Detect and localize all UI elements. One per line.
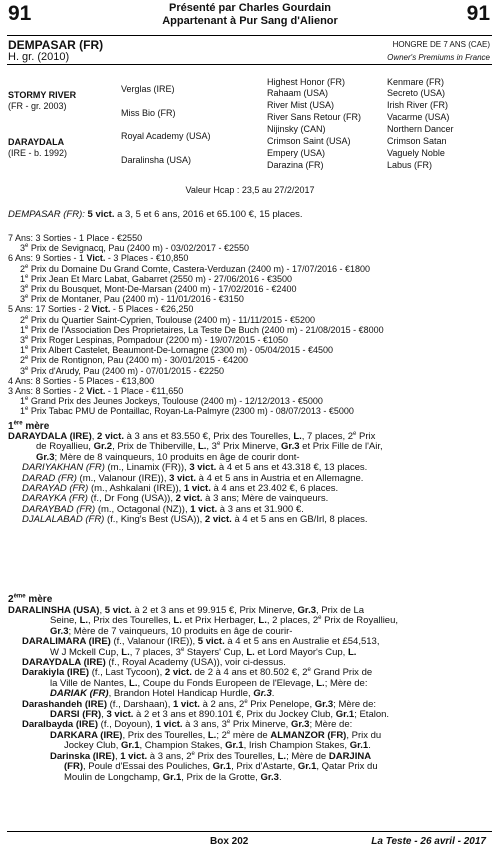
- family-line: Darinska (IRE), 1 vict. à 3 ans, 2e Prix des Tourelles, L.; Mère de DARJINA: [50, 750, 372, 762]
- sale-info: La Teste - 26 avril - 2017: [371, 836, 486, 847]
- pedigree-gen3: Empery (USA): [267, 148, 326, 158]
- pedigree-gen2: Verglas (IRE): [121, 84, 175, 94]
- handicap-value: Valeur Hcap : 23,5 au 27/2/2017: [185, 185, 315, 195]
- race-result-line: 3e Prix Roger Lespinas, Pompadour (2200 m) - 19/07/2015 - €1050: [20, 335, 289, 346]
- race-result-line: 2e Prix du Quartier Saint-Cyprien, Toulouse (2400 m) - 11/11/2015 - €5200: [20, 314, 316, 325]
- family-line: Moulin de Longchamp, Gr.1, Prix de la Grotte, Gr.3.: [64, 771, 282, 783]
- family-line: Daralbayda (IRE) (f., Doyoun), 1 vict. à 3 ans, 3e Prix Minerve, Gr.3; Mère de:: [22, 719, 353, 731]
- presenter-block: [0, 2, 500, 28]
- race-result-line: 1e Prix Tabac PMU de Pontaillac, Royan-La-Palmyre (2300 m) - 08/07/2013 - €5000: [20, 406, 354, 417]
- family-line: de Royallieu, Gr.2, Prix de Thiberville, L., 3e Prix Minerve, Gr.3 et Prix Fille de l'Air,: [36, 441, 383, 453]
- performance-summary: [8, 209, 493, 220]
- family-line: W J Mckell Cup, L., 7 places, 3e Stayers' Cup, L. et Lord Mayor's Cup, L.: [50, 646, 357, 658]
- pedigree-gen4: Crimson Satan: [387, 136, 447, 146]
- race-result-line: 3e Prix d'Arudy, Pau (2400 m) - 07/01/2015 - €2250: [20, 365, 225, 376]
- second-dam-title: 2ème mère: [8, 593, 53, 605]
- race-result-line: 3e Prix du Bousquet, Mont-De-Marsan (2400 m) - 17/02/2016 - €2400: [20, 284, 297, 295]
- pedigree-gen3: Nijinsky (CAN): [267, 124, 326, 134]
- family-line: Darashandeh (IRE) (f., Darshaan), 1 vict. à 2 ans, 2e Prix Penelope, Gr.3; Mère de:: [22, 698, 377, 710]
- lot-number-right: 91: [466, 2, 490, 25]
- pedigree-gen4: Irish River (FR): [387, 100, 448, 110]
- race-result-line: 2e Prix de Rontignon, Pau (2400 m) - 30/01/2015 - €4200: [20, 355, 248, 366]
- season-summary-line: 5 Ans: 17 Sorties - 2 Vict. - 5 Places - €26,250: [8, 304, 194, 315]
- box-number: Box 202: [210, 836, 249, 847]
- family-line: DARAYDALA (IRE), 2 vict. à 3 ans et 83.550 €, Prix des Tourelles, L., 7 places, 2e Prix: [8, 430, 376, 442]
- family-line: DARIYAKHAN (FR) (m., Linamix (FR)), 3 vict. à 4 et 5 ans et 43.318 €, 13 places.: [22, 462, 368, 474]
- family-line: (FR), Poule d'Essai des Pouliches, Gr.1, Prix d'Astarte, Gr.1, Qatar Prix du: [64, 761, 378, 773]
- divider: [7, 831, 492, 832]
- pedigree-gen4: Kenmare (FR): [387, 77, 445, 87]
- season-summary-line: 3 Ans: 8 Sorties - 2 Vict. - 1 Place - €11,650: [8, 386, 184, 397]
- performance-wins: 5 vict.: [87, 209, 115, 220]
- performance-horse-name: DEMPASAR (FR):: [8, 209, 85, 220]
- pedigree-gen4: Vaguely Noble: [387, 148, 445, 158]
- family-line: Gr.3; Mère de 8 vainqueurs, 10 produits en âge de courir dont-: [36, 451, 300, 463]
- owner-premiums: Owner's Premiums in France: [387, 53, 490, 62]
- family-line: Darakiyla (IRE) (f., Last Tycoon), 2 vict. de 2 à 4 ans et 80.502 €, 2e Grand Prix de: [22, 667, 373, 679]
- family-line: DARSI (FR), 3 vict. à 2 et 3 ans et 890.101 €, Prix du Jockey Club, Gr.1; Etalon.: [50, 709, 390, 721]
- season-summary-line: 6 Ans: 9 Sorties - 1 Vict. - 3 Places - €10,850: [8, 253, 189, 264]
- family-line: Gr.3; Mère de 7 vainqueurs, 10 produits en âge de courir-: [50, 625, 293, 637]
- pedigree-gen3: River Mist (USA): [267, 100, 334, 110]
- family-line: DARALIMARA (IRE) (f., Valanour (IRE)), 5 vict. à 4 et 5 ans en Australie et £54,513,: [22, 636, 380, 648]
- pedigree-gen2: Daralinsha (USA): [121, 155, 192, 165]
- first-dam-title: 1ère mère: [8, 420, 50, 432]
- family-line: DJALALABAD (FR) (f., King's Best (USA)), 2 vict. à 4 et 5 ans en GB/Irl, 8 places.: [22, 514, 368, 526]
- first-dam-section: [8, 432, 496, 526]
- performance-details: a 3, 5 et 6 ans, 2016 et 65.100 €, 15 places.: [114, 209, 303, 220]
- season-summary-line: 7 Ans: 3 Sorties - 1 Place - €2550: [8, 233, 143, 243]
- pedigree-gen4: Vacarme (USA): [387, 112, 450, 122]
- owner-line: Appartenant à Pur Sang d'Alienor: [162, 15, 338, 27]
- pedigree-gen2: Royal Academy (USA): [121, 131, 211, 141]
- race-result-line: 1e Prix de l'Association Des Proprietaires, La Teste De Buch (2400 m) - 21/08/2015 - €8000: [20, 324, 384, 335]
- race-result-line: 1e Prix Albert Castelet, Beaumont-De-Lomagne (2300 m) - 05/04/2015 - €4500: [20, 345, 334, 356]
- family-line: DARIAK (FR), Brandon Hotel Handicap Hurdle, Gr.3.: [50, 688, 275, 700]
- divider: [7, 35, 492, 36]
- pedigree-gen4: Secreto (USA): [387, 88, 446, 98]
- family-line: DARKARA (IRE), Prix des Tourelles, L.; 2e mère de ALMANZOR (FR), Prix du: [50, 729, 382, 741]
- horse-name: DEMPASAR (FR): [8, 38, 104, 52]
- family-line: DARAYKA (FR) (f., Dr Fong (USA)), 2 vict. à 3 ans; Mère de vainqueurs.: [22, 493, 329, 505]
- race-record: [8, 233, 496, 417]
- pedigree-gen2: Miss Bio (FR): [121, 108, 176, 118]
- second-dam-section: [8, 606, 496, 783]
- pedigree-gen3: Darazina (FR): [267, 160, 324, 170]
- family-line: Seine, L., Prix des Tourelles, L. et Prix Herbager, L., 2 places, 2e Prix de Royallieu,: [50, 615, 399, 627]
- lot-number-left: 91: [8, 2, 32, 25]
- family-line: DARALINSHA (USA), 5 vict. à 2 et 3 ans et 99.915 €, Prix Minerve, Gr.3, Prix de La: [8, 605, 365, 616]
- family-line: Jockey Club, Gr.1, Champion Stakes, Gr.1, Irish Champion Stakes, Gr.1.: [64, 740, 371, 752]
- pedigree-gen3: Crimson Saint (USA): [267, 136, 351, 146]
- pedigree-gen4: Labus (FR): [387, 160, 433, 170]
- family-line: la Ville de Nantes, L., Coupe du Fonds Europeen de l'Elevage, L.; Mère de:: [50, 677, 368, 689]
- race-result-line: 1e Grand Prix des Jeunes Jockeys, Toulouse (2400 m) - 12/12/2013 - €5000: [20, 396, 323, 407]
- presenter-line: Présenté par Charles Gourdain: [169, 2, 331, 14]
- family-line: DARAYBAD (FR) (m., Octagonal (NZ)), 1 vict. à 3 ans et 31.900 €.: [22, 503, 304, 515]
- family-line: DARAYAD (FR) (m., Ashkalani (IRE)), 1 vict. à 4 ans et 23.402 €, 6 places.: [22, 483, 339, 495]
- sire-info: (FR - gr. 2003): [8, 101, 67, 111]
- season-summary-line: 4 Ans: 8 Sorties - 5 Places - €13,800: [8, 375, 155, 386]
- pedigree-gen3: Rahaam (USA): [267, 88, 329, 98]
- pedigree-gen4: Northern Dancer: [387, 124, 454, 134]
- family-line: DARAD (FR) (m., Valanour (IRE)), 3 vict. à 4 et 5 ans in Austria et en Allemagne.: [22, 472, 364, 484]
- race-result-line: 3e Prix de Montaner, Pau (2400 m) - 11/01/2016 - €3150: [20, 294, 244, 305]
- race-result-line: 2e Prix du Domaine Du Grand Comte, Castera-Verduzan (2400 m) - 17/07/2016 - €1800: [20, 263, 371, 274]
- sire-name: STORMY RIVER: [8, 90, 77, 100]
- family-line: DARAYDALA (IRE) (f., Royal Academy (USA)), voir ci-dessus.: [22, 657, 286, 669]
- pedigree-gen3: River Sans Retour (FR): [267, 112, 362, 122]
- horse-info: H. gr. (2010): [8, 51, 70, 63]
- pedigree-gen3: Highest Honor (FR): [267, 77, 346, 87]
- dam-name: DARAYDALA: [8, 137, 65, 147]
- divider: [7, 64, 492, 65]
- race-result-line: 1e Prix Jean Et Marc Labat, Gabarret (2550 m) - 27/06/2016 - €3500: [20, 273, 293, 284]
- horse-category: HONGRE DE 7 ANS (CAE): [392, 40, 490, 49]
- race-result-line: 3e Prix de Sevignacq, Pau (2400 m) - 03/02/2017 - €2550: [20, 243, 249, 254]
- dam-info: (IRE - b. 1992): [8, 148, 68, 158]
